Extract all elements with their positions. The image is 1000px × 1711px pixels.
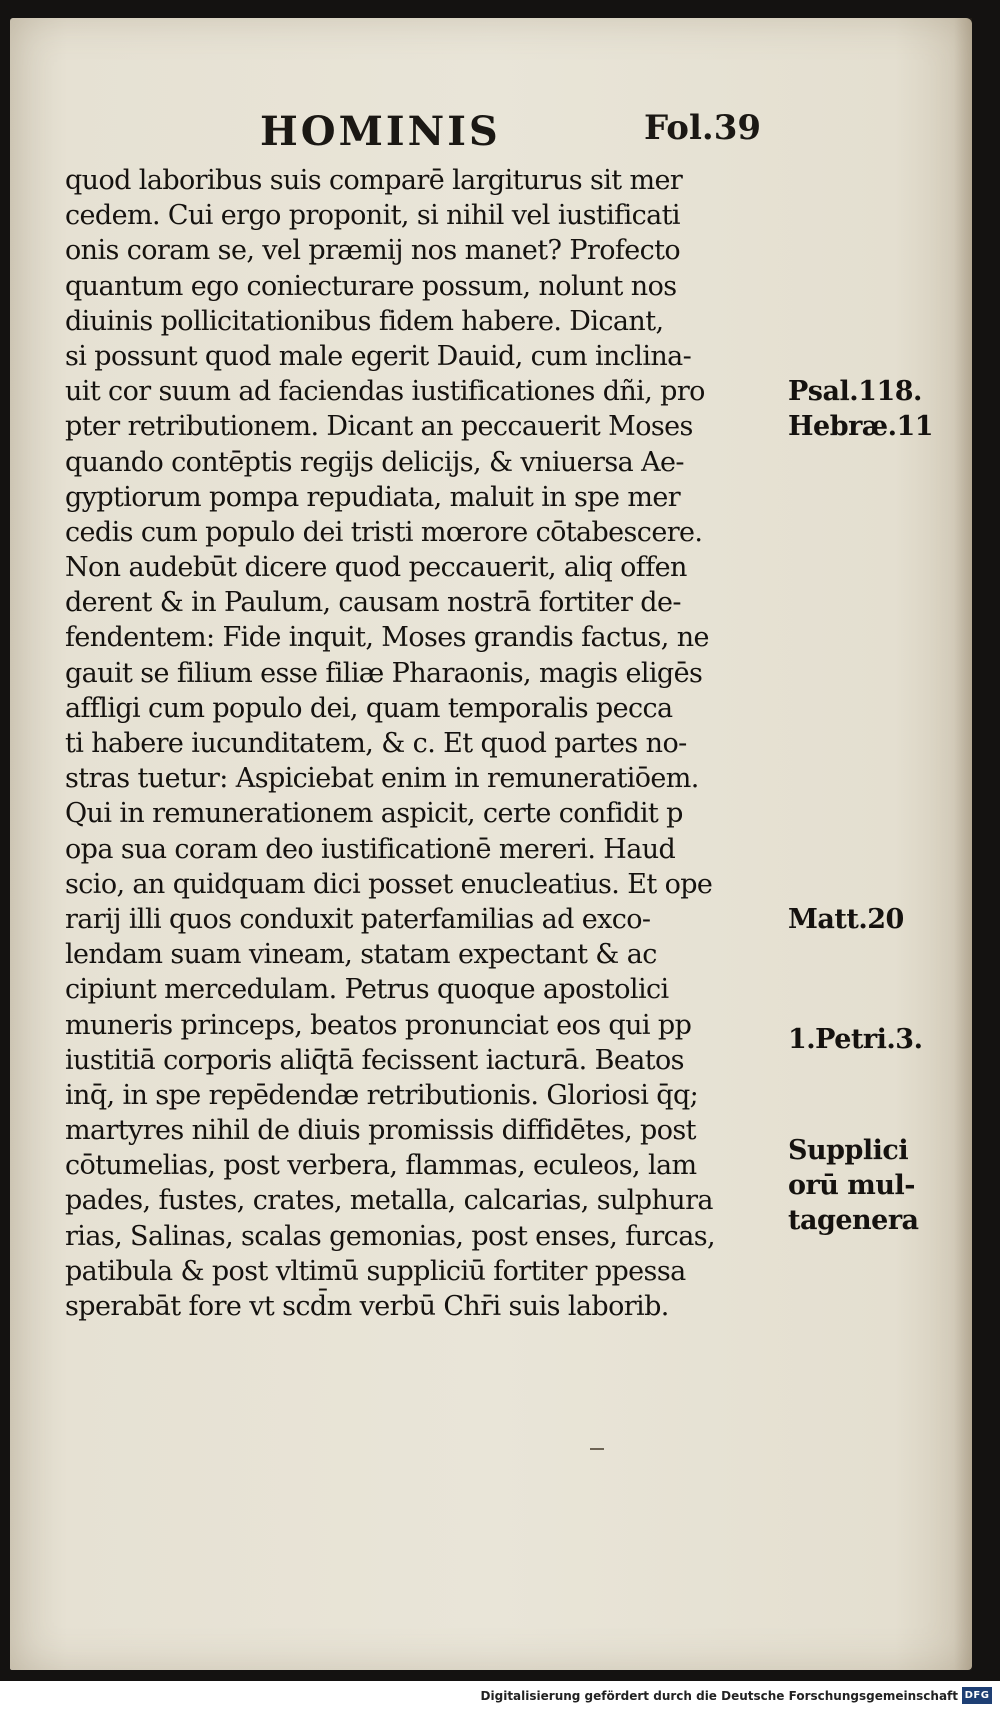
text-line: stras tuetur: Aspiciebat enim in remuneratiōem.	[65, 763, 699, 795]
text-line: pades, fustes, crates, metalla, calcarias, sulphura	[65, 1185, 713, 1217]
margin-note-psalm: Psal.118.	[788, 376, 922, 407]
margin-note-peter: 1.Petri.3.	[788, 1024, 923, 1055]
funding-credit: Digitalisierung gefördert durch die Deutsche Forschungsgemeinschaft	[480, 1689, 958, 1703]
text-line: pter retributionem. Dicant an peccauerit Moses	[65, 411, 693, 443]
text-line: fendentem: Fide inquit, Moses grandis factus, ne	[65, 622, 709, 654]
margin-note-supplicia-3: tagenera	[788, 1205, 919, 1236]
text-line: iustitiā corporis aliq̄tā fecissent iacturā. Beatos	[65, 1044, 684, 1076]
text-line: martyres nihil de diuis promissis diffidētes, post	[65, 1115, 696, 1147]
digitization-footer	[0, 1681, 1000, 1711]
text-line: si possunt quod male egerit Dauid, cum inclina-	[65, 340, 692, 372]
text-line: lendam suam vineam, statam expectant & ac	[65, 939, 657, 971]
text-line: onis coram se, vel præmij nos manet? Profecto	[65, 235, 681, 267]
text-line: gauit se filium esse filiæ Pharaonis, magis eligēs	[65, 657, 703, 689]
text-line: sperabāt fore vt scd̄m verbū Chr̄i suis laborib.	[65, 1291, 669, 1322]
text-line: affligi cum populo dei, quam temporalis pecca	[65, 692, 673, 724]
text-line: quod laboribus suis comparē largiturus sit mer	[65, 165, 683, 196]
text-line: rias, Salinas, scalas gemonias, post enses, furcas,	[65, 1220, 715, 1252]
text-line: Qui in remunerationem aspicit, certe confidit p	[65, 798, 683, 830]
text-line: muneris princeps, beatos pronunciat eos qui pp	[65, 1009, 692, 1041]
text-line: cedis cum populo dei tristi mœrore cōtabescere.	[65, 516, 703, 548]
text-line: scio, an quidquam dici posset enucleatius. Et ope	[65, 868, 713, 900]
dfg-logo: DFG	[962, 1687, 992, 1704]
margin-note-supplicia-2: orū mul-	[788, 1170, 915, 1201]
folio-number: Fol.39	[644, 108, 762, 148]
text-line: cedem. Cui ergo proponit, si nihil vel iustificati	[65, 200, 680, 232]
text-line: diuinis pollicitationibus fidem habere. Dicant,	[65, 305, 664, 337]
text-line: gyptiorum pompa repudiata, maluit in spe mer	[65, 481, 681, 513]
text-line: uit cor suum ad faciendas iustificationes dñi, pro	[65, 376, 705, 408]
text-line: quantum ego coniecturare possum, nolunt nos	[65, 270, 677, 302]
text-line: inq̄, in spe repēdendæ retributionis. Gloriosi q̄q;	[65, 1079, 699, 1111]
body-text	[65, 163, 785, 1324]
text-line: ti habere iucunditatem, & c. Et quod partes no-	[65, 728, 687, 759]
text-line: patibula & post vltimū suppliciū fortiter ppessa	[65, 1255, 686, 1287]
text-line: rarij illi quos conduxit paterfamilias ad exco-	[65, 903, 651, 935]
text-line: cōtumelias, post verbera, flammas, eculeos, lam	[65, 1150, 697, 1182]
text-line: derent & in Paulum, causam nostrā fortiter de-	[65, 587, 681, 619]
page-edge-shadow	[954, 18, 972, 1670]
text-line: cipiunt mercedulam. Petrus quoque apostolici	[65, 974, 669, 1006]
text-line: opa sua coram deo iustificationē mereri. Haud	[65, 833, 676, 865]
margin-note-hebrews: Hebræ.11	[788, 411, 934, 442]
text-line: quando contēptis regijs delicijs, & vniuersa Ae-	[65, 446, 684, 478]
text-line: Non audebūt dicere quod peccauerit, aliq offen	[65, 552, 687, 584]
ink-mark	[590, 1448, 604, 1450]
book-page	[10, 18, 972, 1670]
margin-note-supplicia-1: Supplici	[788, 1135, 909, 1166]
page-header	[10, 90, 972, 155]
running-title: HOMINIS	[260, 108, 501, 155]
margin-note-matthew: Matt.20	[788, 904, 904, 935]
